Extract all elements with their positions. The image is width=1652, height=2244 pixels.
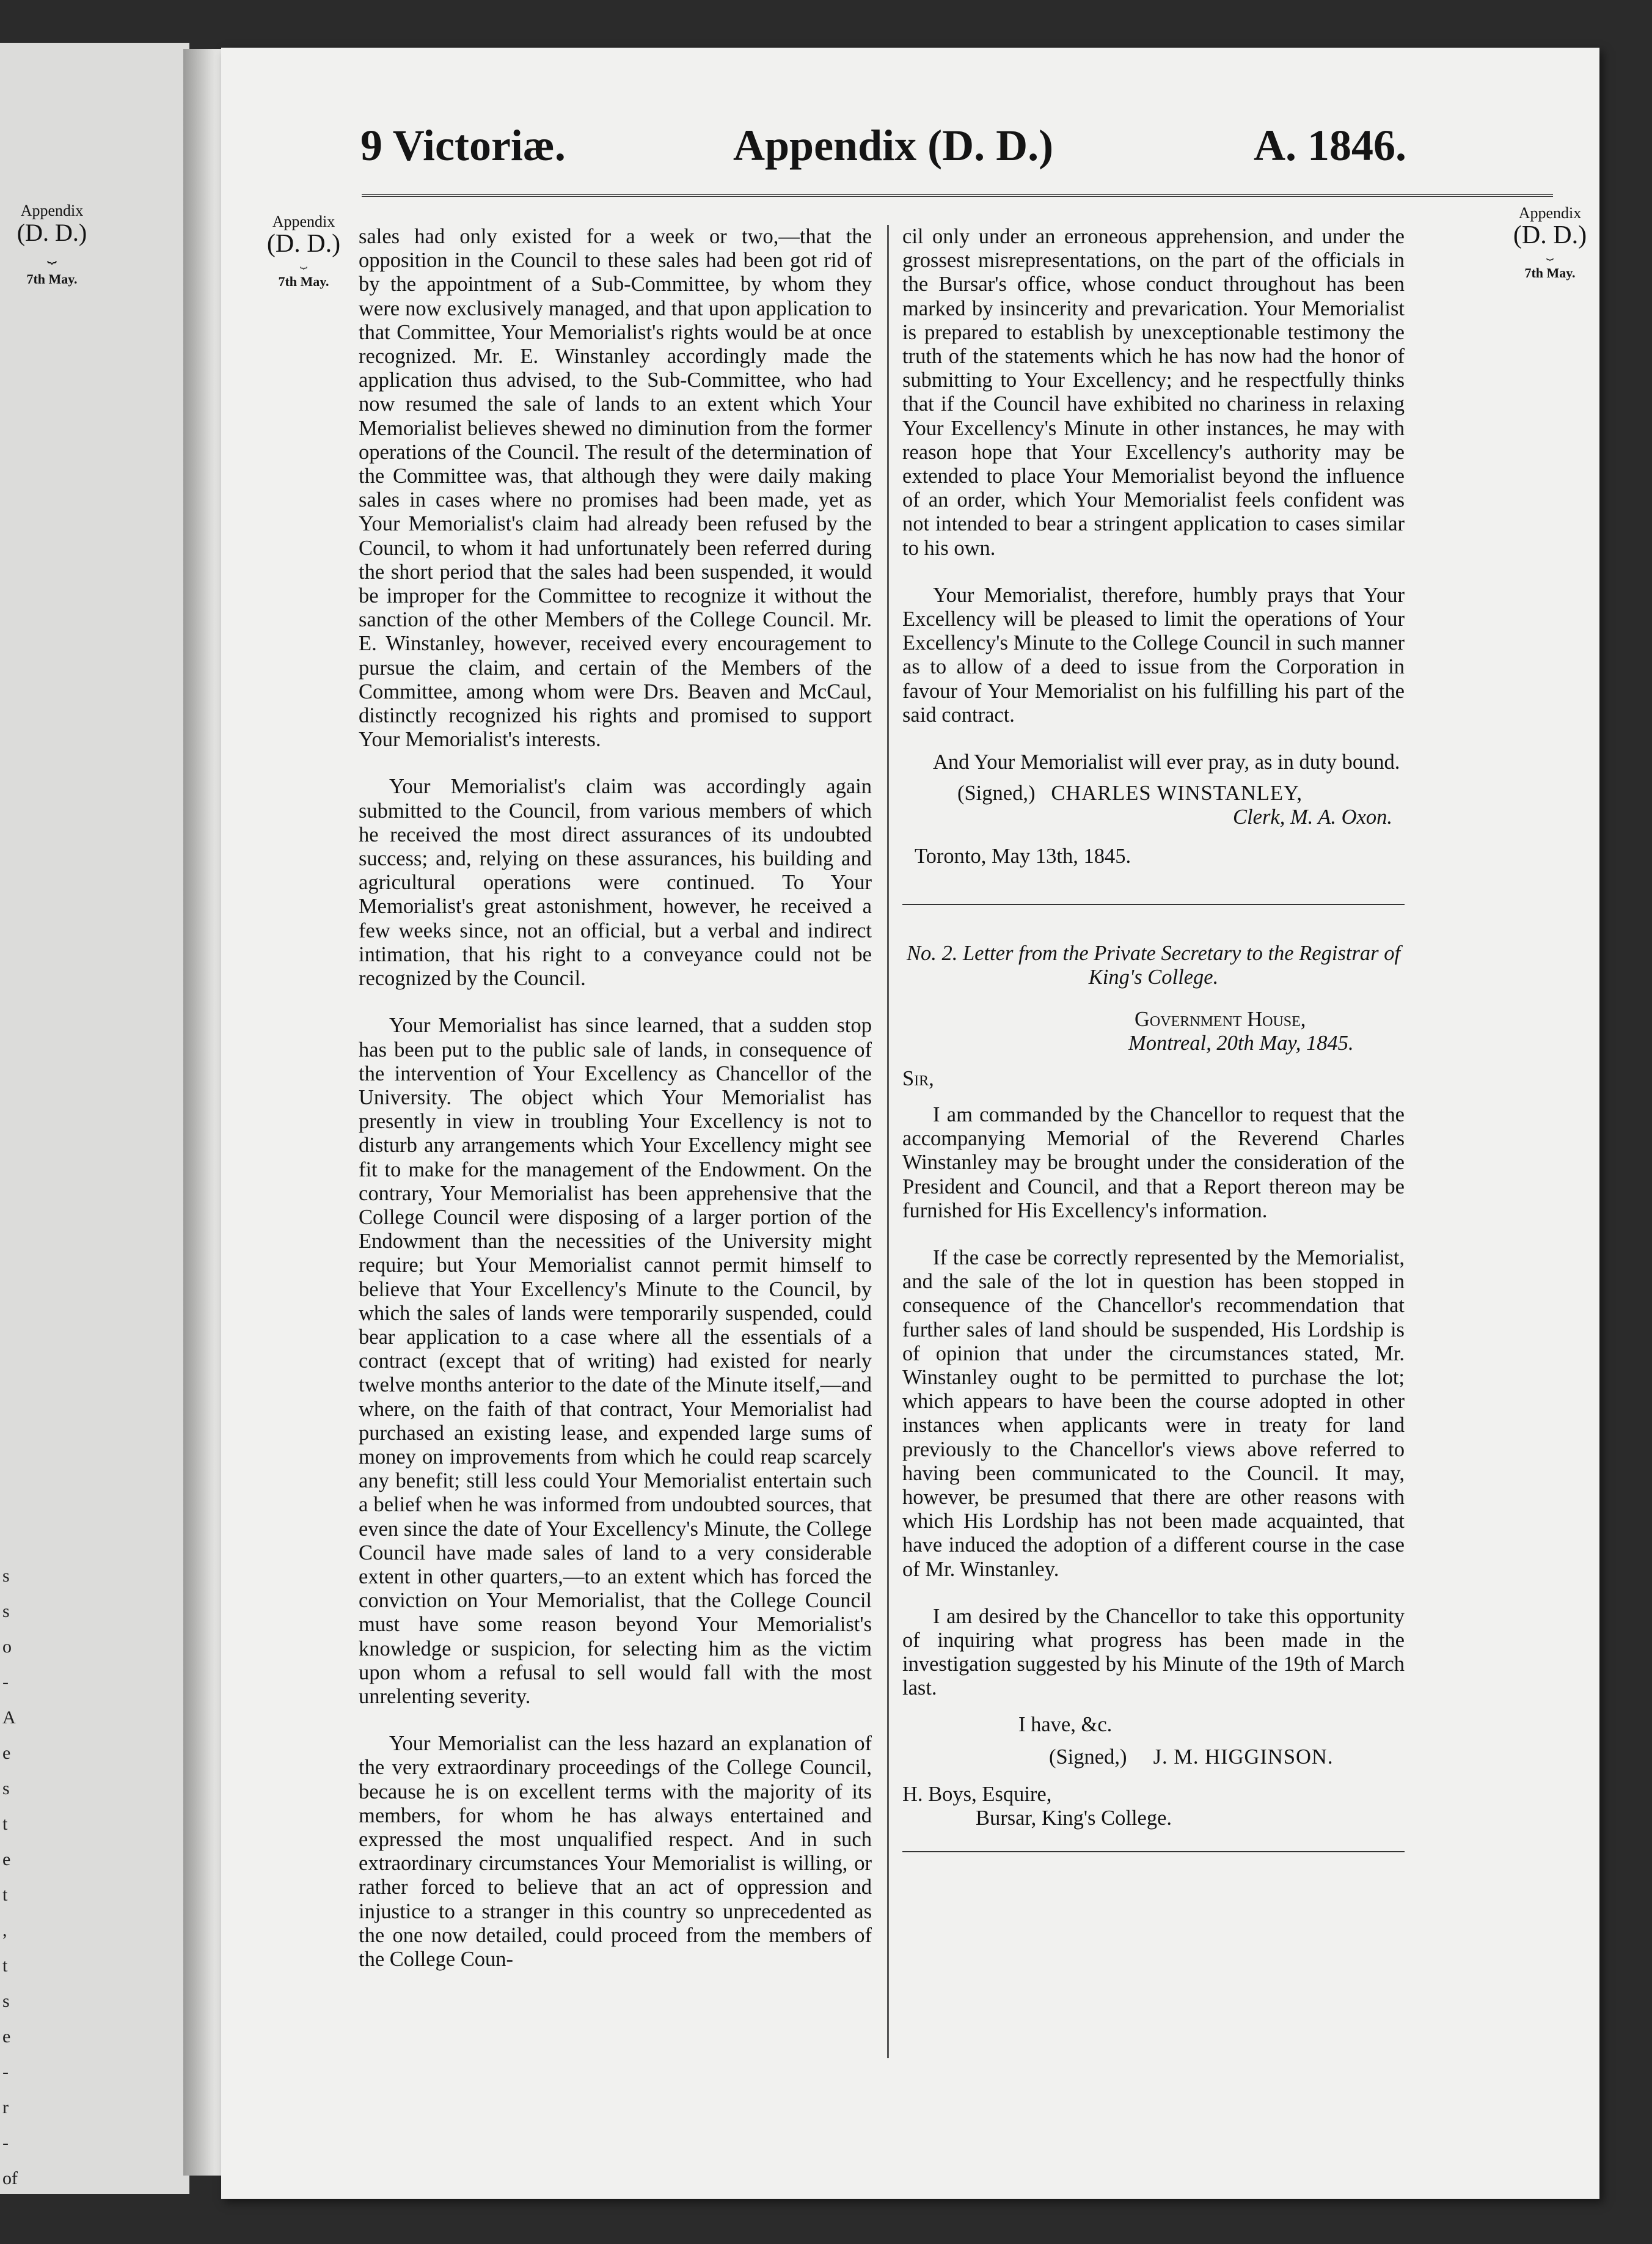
- facing-page-fragments: [2, 1558, 27, 2196]
- margin-fragment: r: [2, 2097, 9, 2118]
- margin-date: 7th May.: [1524, 265, 1576, 280]
- margin-dd: (D. D.): [1513, 221, 1587, 249]
- salutation: Sir,: [902, 1066, 934, 1090]
- paragraph: cil only under an erroneous apprehension, and under the grossest misrepresentations, on the part of the officials in the Bursar's office, whose conduct throughout has been marked by insincerity and prevarication. Your Memorialist is prepared to establish by unexceptionable testimony the truth of the statements which he has now had the honor of submitting to Your Excellency; and he respectfully thinks that if the Council have exhibited no chariness in relaxing Your Excellency's Minute in other instances, he may with reason hope that Your Excellency's authority may be extended to place Your Memorialist beyond the influence of an order, which Your Memorialist feels confident was not intended to bear a stringent application to cases similar to his own.: [902, 225, 1405, 560]
- column-left: [359, 225, 872, 1971]
- facing-page-side-note: [6, 202, 98, 288]
- paragraph: If the case be correctly represented by the Memorialist, and the sale of the lot in question has been stopped in consequence of the Chancellor's recommendation that further sales of land should be suspended, His Lordship is of opinion that under the circumstances stated, Mr. Winstanley ought to be permitted to purchase the lot; which appears to have been the course adopted in other instances when applicants were in treaty for land previously to the Chancellor's views above referred to having been communicated to the Council. It may, however, be presumed that there are other reasons with which His Lordship has not been made acquainted, that have induced the adoption of a different course in the case of Mr. Winstanley.: [902, 1245, 1405, 1581]
- margin-date: 7th May.: [278, 274, 329, 289]
- margin-fragment: s: [2, 1601, 10, 1621]
- paragraph: Your Memorialist has since learned, that a sudden stop has been put to the public sale of lands, in consequence of the intervention of Your Excellency as Chancellor of the University. The object which Your Memorialist has presently in view in troubling Your Excellency is not to disturb any arrangements which Your Excellency might see fit to make for the management of the Endowment. On the contrary, Your Memorialist has been apprehensive that the College Council were disposing of a larger portion of the Endowment than the necessities of the University might require; but Your Memorialist cannot permit himself to believe that Your Excellency's Minute to the Council, by which the sales of lands were temporarily suspended, could bear application to a case where all the essentials of a contract (except that of writing) had existed for nearly twelve months anterior to the date of the Minute itself,—and where, on the faith of that contract, Your Memorialist had purchased an existing lease, and expended large sums of money on improvements from which he could reap scarcely any benefit; still less could Your Memorialist entertain such a belief when he was informed from undoubted sources, that even since the date of Your Excellency's Minute, the College Council have made sales of land to a very considerable extent in other quarters,—to an extent which has forced the conviction on Your Memorialist, that the College Council must have some reason beyond Your Memorialist's knowledge or suspicion, for selecting him as the victim upon whom a refusal to sell would fall with the most unrelenting severity.: [359, 1014, 872, 1708]
- margin-dd: (D. D.): [266, 230, 341, 258]
- side-note-date: 7th May.: [26, 271, 78, 287]
- address-line-1: Government House,: [1135, 1008, 1306, 1032]
- signatory-name: J. M. HIGGINSON.: [1153, 1745, 1334, 1769]
- signature-block: [902, 782, 1405, 805]
- paragraph: sales had only existed for a week or two,—that the opposition in the Council to these sales had been got rid of by the appointment of a Sub-Committee, by whom they were now exclusively managed, and that upon application to that Committee, Your Memorialist's rights would be at once recognized. Mr. E. Winstanley accordingly made the application thus advised, to the Sub-Committee, who had now resumed the sale of lands to an extent which Your Memorialist believes shewed no diminution from the former operations of the Council. The result of the determination of the Committee was, that although they were daily making sales in cases where no promises had been made, yet as Your Memorialist's claim had already been refused by the Council, to whom it had unfortunately been referred during the short period that the sales had been suspended, it would be improper for the Committee to recognize it without the sanction of the other Members of the College Council. Mr. E. Winstanley, however, received every encouragement to pursue the claim, and certain of the Members of the Committee, among whom were Drs. Beaven and McCaul, distinctly recognized his rights and promised to support Your Memorialist's interests.: [359, 225, 872, 752]
- margin-fragment: e: [2, 1743, 11, 1763]
- signatory-title: Clerk, M. A. Oxon.: [1233, 805, 1392, 829]
- margin-fragment: s: [2, 1778, 10, 1799]
- margin-fragment: -: [2, 2133, 9, 2153]
- margin-fragment: t: [2, 1885, 8, 1905]
- signed-prefix: (Signed,): [957, 782, 1036, 805]
- brace-icon: ⏟: [300, 255, 307, 269]
- book-gutter: [183, 49, 226, 2176]
- address-line-2: Montreal, 20th May, 1845.: [1128, 1032, 1354, 1055]
- side-note-label: Appendix: [20, 202, 84, 219]
- signed-prefix: (Signed,): [1049, 1745, 1127, 1769]
- end-rule: [902, 1851, 1405, 1852]
- margin-fragment: ,: [2, 1920, 7, 1940]
- page-title: Appendix (D. D.): [733, 121, 1054, 170]
- margin-fragment: of: [2, 2168, 18, 2188]
- section-rule: [902, 904, 1405, 905]
- column-divider: [887, 225, 889, 2058]
- margin-fragment: A: [2, 1707, 16, 1728]
- signature-block-2: [902, 1745, 1405, 1769]
- margin-note-right: [1498, 204, 1602, 282]
- document-page: [221, 48, 1599, 2199]
- margin-fragment: o: [2, 1637, 12, 1657]
- signatory-name: CHARLES WINSTANLEY,: [1051, 782, 1303, 805]
- closing: I have, &c.: [1018, 1712, 1113, 1736]
- paragraph: Your Memorialist's claim was accordingly again submitted to the Council, from various members of which he received the most direct assurances of its undoubted success; and, relying on these assurances, his building and agricultural operations were continued. To Your Memorialist's great astonishment, however, he received a few weeks since, not an official, but a verbal and indirect intimation, that his right to a conveyance could not be recognized by the Council.: [359, 775, 872, 991]
- session-header: 9 Victoriæ.: [360, 121, 566, 170]
- place-date: Toronto, May 13th, 1845.: [915, 844, 1131, 868]
- brace-icon: ⏟: [47, 246, 57, 263]
- side-note-dd: (D. D.): [16, 219, 87, 246]
- margin-fragment: t: [2, 1956, 8, 1976]
- column-right: [902, 225, 1405, 1852]
- addressee-line-2: Bursar, King's College.: [976, 1806, 1172, 1830]
- paragraph: Your Memorialist can the less hazard an explanation of the very extraordinary proceedings of the College Council, because he is on excellent terms with the majority of its members, for whom he has always entertained and expressed the most unqualified respect. And in such extraordinary circumstances Your Memorialist is willing, or rather forced to believe that an act of oppression and injustice to a stranger in this country so unprecedented as the one now detailed, could proceed from the members of the College Coun-: [359, 1732, 872, 1971]
- margin-label: Appendix: [272, 213, 335, 230]
- margin-note-left: [252, 213, 356, 291]
- margin-label: Appendix: [1518, 204, 1582, 222]
- paragraph: And Your Memorialist will ever pray, as in duty bound.: [933, 750, 1400, 774]
- addressee-line-1: H. Boys, Esquire,: [902, 1782, 1052, 1806]
- header-rule: [362, 194, 1553, 197]
- year-header: A. 1846.: [1254, 121, 1406, 170]
- margin-fragment: e: [2, 2026, 11, 2047]
- margin-fragment: s: [2, 1991, 10, 2011]
- brace-icon: ⏟: [1546, 247, 1554, 260]
- margin-fragment: t: [2, 1814, 8, 1834]
- margin-fragment: s: [2, 1566, 10, 1586]
- paragraph: I am desired by the Chancellor to take this opportunity of inquiring what progress has been made in the investigation suggested by his Minute of the 19th of March last.: [902, 1604, 1405, 1700]
- margin-fragment: -: [2, 2062, 9, 2082]
- letter-heading: No. 2. Letter from the Private Secretary to the Registrar of King's College.: [906, 941, 1401, 989]
- margin-fragment: e: [2, 1849, 11, 1869]
- margin-fragment: -: [2, 1672, 9, 1692]
- paragraph: I am commanded by the Chancellor to request that the accompanying Memorial of the Reverend Charles Winstanley may be brought under the consideration of the President and Council, and that a Report thereon may be furnished for His Excellency's information.: [902, 1102, 1405, 1222]
- paragraph: Your Memorialist, therefore, humbly prays that Your Excellency will be pleased to limit the operations of Your Excellency's Minute to the College Council in such manner as to allow of a deed to issue from the Corporation in favour of Your Memorialist on his fulfilling his part of the said contract.: [902, 583, 1405, 727]
- facing-page: [0, 43, 189, 2194]
